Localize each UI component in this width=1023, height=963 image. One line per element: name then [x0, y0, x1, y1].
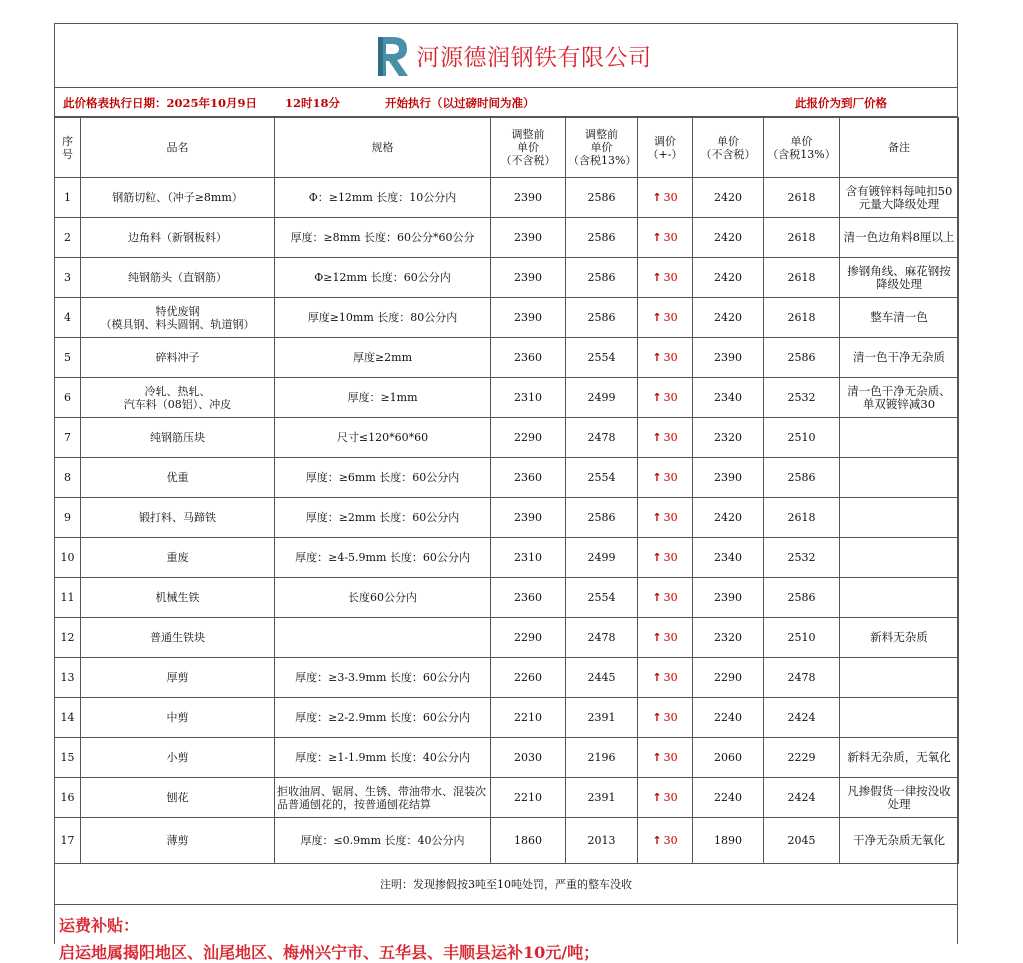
col-header: 单价 （含税13%）: [764, 118, 840, 178]
row-number: 12: [55, 618, 81, 658]
item-remark: 清一色边角料8厘以上: [840, 218, 959, 258]
price-sheet: [54, 23, 958, 962]
pre-price-ex-tax: 1860: [491, 818, 566, 864]
price-ex-tax: 2390: [693, 578, 764, 618]
item-name: 薄剪: [81, 818, 275, 864]
table-header-row: [55, 118, 959, 178]
table-row: [55, 778, 959, 818]
table-row: [55, 498, 959, 538]
effective-date: 此价格表执行日期：2025年10月9日: [63, 96, 258, 110]
item-remark: 清一色干净无杂质: [840, 338, 959, 378]
table-row: [55, 818, 959, 864]
table-row: [55, 178, 959, 218]
item-remark: 含有镀锌料每吨扣50元量大降级处理: [840, 178, 959, 218]
item-name: 锻打料、马蹄铁: [81, 498, 275, 538]
subsidy-title: 运费补贴：: [59, 916, 140, 935]
start-note: 开始执行（以过磅时间为准）: [385, 96, 535, 110]
arrow-up-icon: ↑: [652, 511, 662, 524]
penalty-note: 注明：发现掺假按3吨至10吨处罚，严重的整车没收: [55, 864, 957, 905]
item-remark: [840, 418, 959, 458]
row-number: 16: [55, 778, 81, 818]
price-inc-tax: 2586: [764, 578, 840, 618]
item-name: 普通生铁块: [81, 618, 275, 658]
price-ex-tax: 2420: [693, 298, 764, 338]
item-spec: 长度60公分内: [275, 578, 491, 618]
col-header: 单价 （不含税）: [693, 118, 764, 178]
item-name: 中剪: [81, 698, 275, 738]
info-bar: [55, 88, 957, 117]
price-inc-tax: 2618: [764, 258, 840, 298]
adjustment-value: 30: [663, 551, 678, 564]
item-spec: 厚度：≥1mm: [275, 378, 491, 418]
price-ex-tax: 2420: [693, 218, 764, 258]
arrow-up-icon: ↑: [652, 711, 662, 724]
item-spec: 厚度≥2mm: [275, 338, 491, 378]
row-number: 7: [55, 418, 81, 458]
pre-price-inc-tax: 2586: [566, 498, 638, 538]
item-spec: 厚度：≥8mm 长度：60公分*60公分: [275, 218, 491, 258]
adjustment-value: 30: [663, 711, 678, 724]
arrow-up-icon: ↑: [652, 311, 662, 324]
row-number: 1: [55, 178, 81, 218]
price-adjustment: [638, 578, 693, 618]
pre-price-inc-tax: 2499: [566, 378, 638, 418]
pre-price-ex-tax: 2030: [491, 738, 566, 778]
item-name: 优重: [81, 458, 275, 498]
adjustment-value: 30: [663, 351, 678, 364]
item-spec: Φ：≥12mm 长度：10公分内: [275, 178, 491, 218]
table-row: [55, 338, 959, 378]
pre-price-ex-tax: 2290: [491, 418, 566, 458]
pre-price-inc-tax: 2013: [566, 818, 638, 864]
item-remark: 新料无杂质: [840, 618, 959, 658]
row-number: 5: [55, 338, 81, 378]
table-row: [55, 418, 959, 458]
table-row: [55, 378, 959, 418]
item-remark: 整车清一色: [840, 298, 959, 338]
item-remark: 干净无杂质无氧化: [840, 818, 959, 864]
price-adjustment: [638, 658, 693, 698]
pre-price-ex-tax: 2310: [491, 378, 566, 418]
item-spec: 厚度：≤0.9mm 长度：40公分内: [275, 818, 491, 864]
item-name: 纯钢筋压块: [81, 418, 275, 458]
arrow-up-icon: ↑: [652, 191, 662, 204]
price-adjustment: [638, 338, 693, 378]
item-name: 重废: [81, 538, 275, 578]
table-row: [55, 218, 959, 258]
row-number: 17: [55, 818, 81, 864]
item-name: 特优废钢 （模具钢、料头圆钢、轨道钢）: [81, 298, 275, 338]
pre-price-inc-tax: 2196: [566, 738, 638, 778]
col-header: 调价 （+-）: [638, 118, 693, 178]
adjustment-value: 30: [663, 671, 678, 684]
price-adjustment: [638, 618, 693, 658]
price-ex-tax: 2390: [693, 458, 764, 498]
price-ex-tax: 2240: [693, 698, 764, 738]
item-remark: [840, 498, 959, 538]
pre-price-ex-tax: 2290: [491, 618, 566, 658]
col-header: 调整前 单价 （不含税）: [491, 118, 566, 178]
pre-price-inc-tax: 2478: [566, 418, 638, 458]
price-adjustment: [638, 298, 693, 338]
item-remark: [840, 698, 959, 738]
pre-price-inc-tax: 2586: [566, 258, 638, 298]
pre-price-inc-tax: 2586: [566, 298, 638, 338]
table-row: [55, 658, 959, 698]
header: [55, 24, 957, 88]
price-adjustment: [638, 738, 693, 778]
price-adjustment: [638, 378, 693, 418]
price-inc-tax: 2618: [764, 298, 840, 338]
item-name: 纯钢筋头（直钢筋）: [81, 258, 275, 298]
price-ex-tax: 2420: [693, 178, 764, 218]
price-inc-tax: 2424: [764, 778, 840, 818]
price-adjustment: [638, 778, 693, 818]
pre-price-ex-tax: 2390: [491, 178, 566, 218]
adjustment-value: 30: [663, 191, 678, 204]
arrow-up-icon: ↑: [652, 391, 662, 404]
item-name: 碎料冲子: [81, 338, 275, 378]
price-inc-tax: 2229: [764, 738, 840, 778]
row-number: 4: [55, 298, 81, 338]
arrow-up-icon: ↑: [652, 351, 662, 364]
item-spec: 厚度≥10mm 长度：80公分内: [275, 298, 491, 338]
item-remark: 凡掺假货一律按没收处理: [840, 778, 959, 818]
table-row: [55, 258, 959, 298]
price-adjustment: [638, 818, 693, 864]
item-name: 边角料（新钢板料）: [81, 218, 275, 258]
company-name: 河源德润钢铁有限公司: [416, 45, 652, 71]
price-inc-tax: 2532: [764, 378, 840, 418]
pre-price-ex-tax: 2210: [491, 698, 566, 738]
price-inc-tax: 2424: [764, 698, 840, 738]
price-ex-tax: 2240: [693, 778, 764, 818]
price-adjustment: [638, 498, 693, 538]
arrow-up-icon: ↑: [652, 631, 662, 644]
col-header: 备注: [840, 118, 959, 178]
adjustment-value: 30: [663, 631, 678, 644]
table-row: [55, 538, 959, 578]
pre-price-inc-tax: 2586: [566, 178, 638, 218]
item-remark: [840, 538, 959, 578]
pre-price-ex-tax: 2260: [491, 658, 566, 698]
effective-time: 12时18分: [285, 96, 341, 110]
item-spec: 厚度：≥6mm 长度：60公分内: [275, 458, 491, 498]
price-adjustment: [638, 458, 693, 498]
price-ex-tax: 2390: [693, 338, 764, 378]
adjustment-value: 30: [663, 591, 678, 604]
pre-price-ex-tax: 2390: [491, 498, 566, 538]
item-name: 钢筋切粒、（冲子≥8mm）: [81, 178, 275, 218]
col-header: 序号: [55, 118, 81, 178]
arrow-up-icon: ↑: [652, 431, 662, 444]
arrow-up-icon: ↑: [652, 751, 662, 764]
item-name: 冷轧、热轧、 汽车料（08铝）、冲皮: [81, 378, 275, 418]
pre-price-ex-tax: 2390: [491, 258, 566, 298]
item-name: 机械生铁: [81, 578, 275, 618]
price-adjustment: [638, 218, 693, 258]
pre-price-ex-tax: 2360: [491, 578, 566, 618]
item-remark: 新料无杂质，无氧化: [840, 738, 959, 778]
price-adjustment: [638, 698, 693, 738]
pre-price-inc-tax: 2391: [566, 698, 638, 738]
item-name: 小剪: [81, 738, 275, 778]
row-number: 3: [55, 258, 81, 298]
adjustment-value: 30: [663, 431, 678, 444]
price-note: 此报价为到厂价格: [795, 96, 887, 110]
adjustment-value: 30: [663, 471, 678, 484]
price-ex-tax: 2060: [693, 738, 764, 778]
price-ex-tax: 2420: [693, 498, 764, 538]
item-spec: 厚度：≥4-5.9mm 长度：60公分内: [275, 538, 491, 578]
arrow-up-icon: ↑: [652, 471, 662, 484]
price-ex-tax: 2320: [693, 418, 764, 458]
pre-price-ex-tax: 2360: [491, 458, 566, 498]
pre-price-inc-tax: 2391: [566, 778, 638, 818]
pre-price-ex-tax: 2310: [491, 538, 566, 578]
price-adjustment: [638, 178, 693, 218]
company-logo-icon: [375, 34, 411, 78]
price-table: [54, 117, 959, 864]
arrow-up-icon: ↑: [652, 791, 662, 804]
item-spec: 厚度：≥3-3.9mm 长度：60公分内: [275, 658, 491, 698]
price-ex-tax: 2340: [693, 538, 764, 578]
pre-price-ex-tax: 2210: [491, 778, 566, 818]
row-number: 15: [55, 738, 81, 778]
price-inc-tax: 2532: [764, 538, 840, 578]
row-number: 2: [55, 218, 81, 258]
price-inc-tax: 2478: [764, 658, 840, 698]
subsidy-text: 启运地属揭阳地区、汕尾地区、梅州兴宁市、五华县、丰顺县运补10元/吨；: [59, 943, 600, 962]
item-name: 刨花: [81, 778, 275, 818]
arrow-up-icon: ↑: [652, 551, 662, 564]
pre-price-inc-tax: 2499: [566, 538, 638, 578]
pre-price-inc-tax: 2586: [566, 218, 638, 258]
item-spec: 拒收油屑、锯屑、生锈、带油带水、混装次品普通刨花的，按普通刨花结算: [275, 778, 491, 818]
table-row: [55, 458, 959, 498]
row-number: 11: [55, 578, 81, 618]
pre-price-ex-tax: 2390: [491, 298, 566, 338]
col-header: 调整前 单价 （含税13%）: [566, 118, 638, 178]
price-adjustment: [638, 538, 693, 578]
price-ex-tax: 2340: [693, 378, 764, 418]
table-row: [55, 578, 959, 618]
row-number: 8: [55, 458, 81, 498]
price-inc-tax: 2510: [764, 418, 840, 458]
price-ex-tax: 2420: [693, 258, 764, 298]
adjustment-value: 30: [663, 391, 678, 404]
item-spec: 厚度：≥1-1.9mm 长度：40公分内: [275, 738, 491, 778]
price-inc-tax: 2618: [764, 498, 840, 538]
table-row: [55, 298, 959, 338]
pre-price-inc-tax: 2554: [566, 578, 638, 618]
row-number: 14: [55, 698, 81, 738]
pre-price-inc-tax: 2554: [566, 338, 638, 378]
col-header: 规格: [275, 118, 491, 178]
pre-price-ex-tax: 2360: [491, 338, 566, 378]
item-remark: [840, 458, 959, 498]
item-name: 厚剪: [81, 658, 275, 698]
adjustment-value: 30: [663, 791, 678, 804]
item-spec: 厚度：≥2mm 长度：60公分内: [275, 498, 491, 538]
price-adjustment: [638, 258, 693, 298]
row-number: 10: [55, 538, 81, 578]
item-remark: 掺钢角线、麻花钢按降级处理: [840, 258, 959, 298]
arrow-up-icon: ↑: [652, 271, 662, 284]
price-inc-tax: 2586: [764, 458, 840, 498]
adjustment-value: 30: [663, 751, 678, 764]
item-spec: 尺寸≤120*60*60: [275, 418, 491, 458]
adjustment-value: 30: [663, 511, 678, 524]
item-remark: 清一色干净无杂质、单双镀锌减30: [840, 378, 959, 418]
table-row: [55, 738, 959, 778]
price-inc-tax: 2045: [764, 818, 840, 864]
item-remark: [840, 658, 959, 698]
pre-price-inc-tax: 2554: [566, 458, 638, 498]
price-inc-tax: 2618: [764, 178, 840, 218]
adjustment-value: 30: [663, 271, 678, 284]
price-inc-tax: 2618: [764, 218, 840, 258]
price-ex-tax: 1890: [693, 818, 764, 864]
arrow-up-icon: ↑: [652, 231, 662, 244]
price-adjustment: [638, 418, 693, 458]
adjustment-value: 30: [663, 311, 678, 324]
row-number: 6: [55, 378, 81, 418]
row-number: 13: [55, 658, 81, 698]
pre-price-inc-tax: 2445: [566, 658, 638, 698]
item-spec: Φ≥12mm 长度：60公分内: [275, 258, 491, 298]
col-header: 品名: [81, 118, 275, 178]
item-spec: [275, 618, 491, 658]
adjustment-value: 30: [663, 834, 678, 847]
adjustment-value: 30: [663, 231, 678, 244]
pre-price-ex-tax: 2390: [491, 218, 566, 258]
price-inc-tax: 2586: [764, 338, 840, 378]
price-inc-tax: 2510: [764, 618, 840, 658]
pre-price-inc-tax: 2478: [566, 618, 638, 658]
arrow-up-icon: ↑: [652, 671, 662, 684]
table-row: [55, 698, 959, 738]
arrow-up-icon: ↑: [652, 591, 662, 604]
price-ex-tax: 2290: [693, 658, 764, 698]
table-row: [55, 618, 959, 658]
price-ex-tax: 2320: [693, 618, 764, 658]
row-number: 9: [55, 498, 81, 538]
item-remark: [840, 578, 959, 618]
arrow-up-icon: ↑: [652, 834, 662, 847]
item-spec: 厚度：≥2-2.9mm 长度：60公分内: [275, 698, 491, 738]
